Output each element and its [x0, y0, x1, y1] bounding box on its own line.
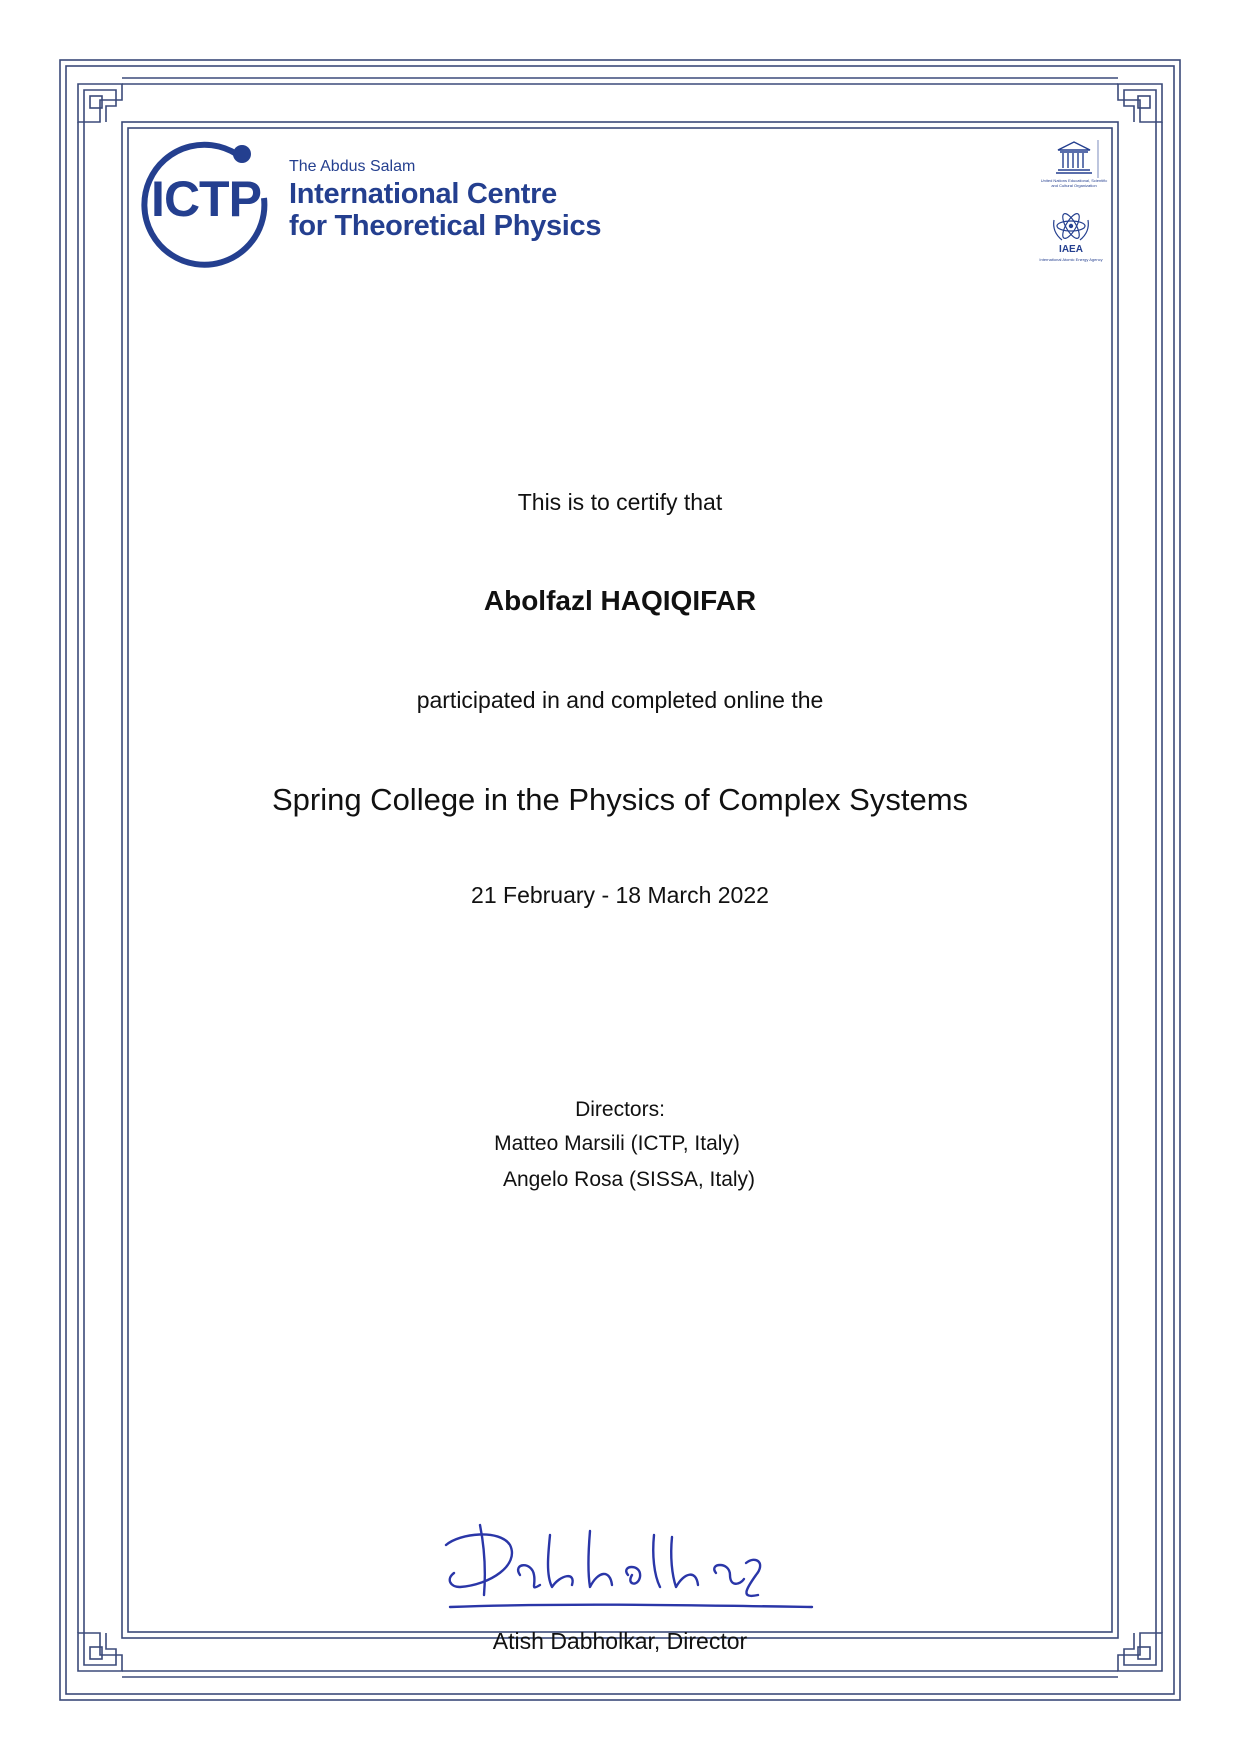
signer-name: Atish Dabholkar, Director: [492, 1628, 748, 1654]
director-1: Matteo Marsili (ICTP, Italy): [494, 1132, 740, 1155]
ictp-tagline: The Abdus Salam: [289, 158, 416, 175]
event-title: Spring College in the Physics of Complex Systems: [271, 782, 969, 817]
ictp-name-line1: International Centre: [289, 178, 557, 210]
recipient-name: Abolfazl HAQIQIFAR: [483, 585, 757, 616]
certify-intro: This is to certify that: [517, 489, 723, 515]
event-dates: 21 February - 18 March 2022: [471, 882, 769, 908]
iaea-atom-icon: [1040, 210, 1102, 244]
director-2: Angelo Rosa (SISSA, Italy): [502, 1168, 756, 1191]
participation-statement: participated in and completed online the: [416, 687, 824, 713]
director-signature: [440, 1515, 820, 1625]
unesco-logo: [1038, 138, 1128, 198]
ictp-letters: ICTP: [151, 171, 261, 227]
unesco-temple-icon: [1038, 138, 1110, 178]
iaea-logo: [1040, 210, 1120, 270]
iaea-caption: International Atomic Energy Agency: [1039, 257, 1103, 262]
iaea-label: IAEA: [1059, 244, 1083, 255]
unesco-caption: United Nations Educational, Scientific and Cultural Organization: [1040, 178, 1108, 188]
ictp-logo: [138, 136, 658, 271]
ictp-name-line2: for Theoretical Physics: [289, 210, 602, 242]
directors-label: Directors:: [575, 1098, 665, 1121]
